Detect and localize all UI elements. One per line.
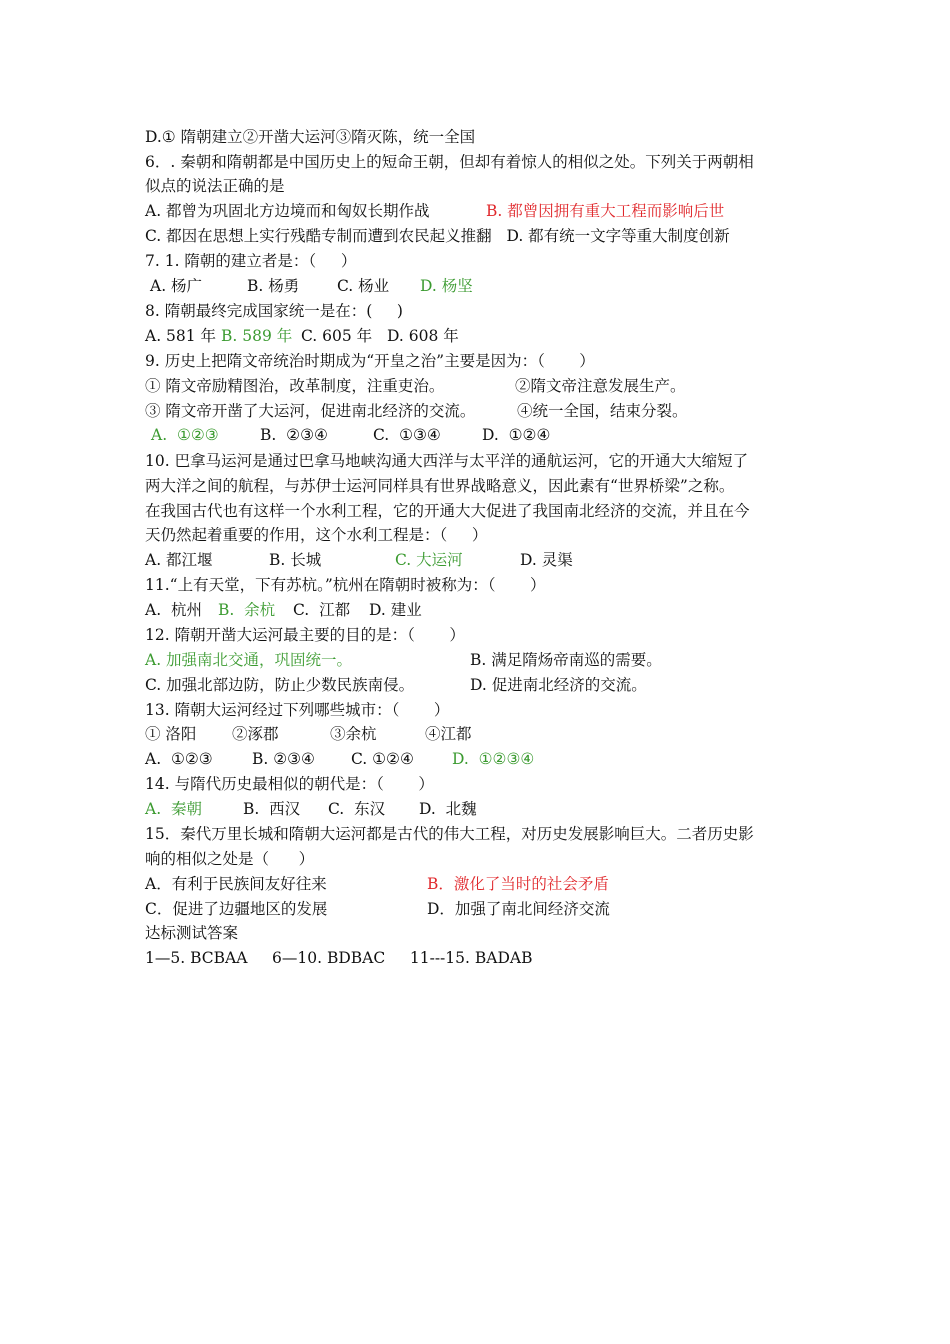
q15-option-d: D．加强了南北间经济交流	[427, 900, 610, 918]
q11-option-d: D. 建业	[369, 601, 422, 619]
q7-option-d-answer: D. 杨坚	[420, 277, 473, 295]
q10-option-d: D. 灵渠	[520, 551, 573, 569]
q12-option-d: D. 促进南北经济的交流。	[470, 676, 647, 694]
q13-option-b: B. ②③④	[252, 750, 315, 768]
q8-option-b-answer: B. 589 年	[221, 327, 293, 345]
q13-city-4: ④江都	[425, 725, 472, 743]
q5-option-d-text: D.① 隋朝建立②开凿大运河③隋灭陈，统一全国	[145, 128, 476, 146]
q15-stem-text2: 响的相似之处是（ ）	[145, 850, 315, 868]
q6-stem-text2: 似点的说法正确的是	[145, 177, 285, 195]
q15-option-c: C．促进了边疆地区的发展	[145, 900, 328, 918]
q10-stem-text1: 10. 巴拿马运河是通过巴拿马地峡沟通大西洋与太平洋的通航运河，它的开通大大缩短了	[145, 452, 749, 470]
q9-items-12	[145, 375, 686, 397]
q15-stem-text1: 15．秦代万里长城和隋朝大运河都是古代的伟大工程，对历史发展影响巨大。二者历史影	[145, 825, 754, 843]
q12-stem-text: 12. 隋朝开凿大运河最主要的目的是：（ ）	[145, 626, 465, 644]
answer-key-heading-text: 达标测试答案	[145, 924, 239, 942]
q9-option-c: C. ①③④	[373, 426, 441, 444]
q15-option-b-answer: B．激化了当时的社会矛盾	[427, 875, 609, 893]
q7-options	[145, 275, 473, 297]
q10-option-c-answer: C. 大运河	[395, 551, 463, 569]
q12-option-c: C. 加强北部边防，防止少数民族南侵。	[145, 676, 415, 694]
q13-stem-text: 13. 隋朝大运河经过下列哪些城市：（ ）	[145, 701, 450, 719]
q6-option-b-answer: B. 都曾因拥有重大工程而影响后世	[486, 202, 725, 220]
q14-option-c: C. 东汉	[328, 800, 386, 818]
q6-option-a: A. 都曾为巩固北方边境而和匈奴长期作战	[145, 202, 430, 220]
q14-option-b: B. 西汉	[243, 800, 301, 818]
q9-option-d: D. ①②④	[482, 426, 551, 444]
q9-options	[145, 424, 551, 446]
q13-option-d-answer: D. ①②③④	[452, 750, 535, 768]
q8-stem-text: 8. 隋朝最终完成国家统一是在：( )	[145, 302, 403, 320]
q6-stem-text1: 6．. 秦朝和隋朝都是中国历史上的短命王朝，但却有着惊人的相似之处。下列关于两朝相	[145, 153, 754, 171]
q9-item-4: ④统一全国，结束分裂。	[517, 402, 688, 420]
q12-option-b: B. 满足隋炀帝南巡的需要。	[470, 651, 662, 669]
q9-items-34	[145, 400, 688, 422]
q14-option-d: D. 北魏	[419, 800, 477, 818]
q8-option-d: D. 608 年	[387, 327, 459, 345]
q6-options-ab	[145, 200, 725, 222]
q11-option-a: A. 杭州	[145, 601, 202, 619]
q7-option-a: A. 杨广	[150, 277, 203, 295]
q10-option-a: A. 都江堰	[145, 551, 213, 569]
q10-stem-text2: 两大洋之间的航程，与苏伊士运河同样具有世界战略意义，因此素有“世界桥梁”之称。	[145, 477, 735, 495]
q14-option-a-answer: A. 秦朝	[145, 800, 202, 818]
q14-stem-text: 14. 与隋代历史最相似的朝代是：（ ）	[145, 775, 434, 793]
q9-option-a-answer: A. ①②③	[151, 426, 219, 444]
q13-option-c: C. ①②④	[351, 750, 414, 768]
q7-option-b: B. 杨勇	[247, 277, 300, 295]
q6-options-cd-text: C. 都因在思想上实行残酷专制而遭到农民起义推翻 D. 都有统一文字等重大制度创新	[145, 227, 730, 245]
q12-options-cd	[145, 674, 647, 696]
q7-stem-text: 7. 1. 隋朝的建立者是：（ ）	[145, 252, 357, 270]
q9-item-3: ③ 隋文帝开凿了大运河，促进南北经济的交流。	[145, 402, 476, 420]
q13-city-2: ②涿郡	[232, 725, 279, 743]
q12-option-a-answer: A. 加强南北交通，巩固统一。	[145, 651, 353, 669]
q13-city-1: ① 洛阳	[145, 725, 197, 743]
q11-option-c: C. 江都	[293, 601, 351, 619]
q12-options-ab	[145, 649, 662, 671]
q10-stem-text3: 在我国古代也有这样一个水利工程，它的开通大大促进了我国南北经济的交流，并且在今	[145, 502, 750, 520]
q10-option-b: B. 长城	[269, 551, 322, 569]
q9-stem-text: 9. 历史上把隋文帝统治时期成为“开皇之治”主要是因为：（ ）	[145, 352, 595, 370]
q13-options	[145, 748, 535, 770]
q9-option-b: B. ②③④	[260, 426, 328, 444]
q7-option-c: C. 杨业	[337, 277, 390, 295]
q11-options	[145, 599, 422, 621]
q15-option-a: A．有利于民族间友好往来	[145, 875, 327, 893]
q15-options-ab	[145, 873, 609, 895]
q10-options	[145, 549, 573, 571]
q15-options-cd	[145, 898, 610, 920]
q8-options	[145, 325, 459, 347]
q8-option-a: A. 581 年	[145, 327, 217, 345]
q13-option-a: A. ①②③	[145, 750, 213, 768]
q8-option-c: C. 605 年	[301, 327, 373, 345]
q13-city-3: ③余杭	[330, 725, 377, 743]
q10-stem-text4: 天仍然起着重要的作用，这个水利工程是：（ ）	[145, 526, 488, 544]
q13-cities	[145, 723, 472, 745]
q9-item-2: ②隋文帝注意发展生产。	[515, 377, 686, 395]
q9-item-1: ① 隋文帝励精图治，改革制度，注重吏治。	[145, 377, 445, 395]
q14-options	[145, 798, 477, 820]
q11-stem-text: 11.“上有天堂，下有苏杭。”杭州在隋朝时被称为：（ ）	[145, 576, 546, 594]
q11-option-b-answer: B. 余杭	[218, 601, 276, 619]
answer-key-values-text: 1—5. BCBAA 6—10. BDBAC 11---15. BADAB	[145, 949, 533, 967]
